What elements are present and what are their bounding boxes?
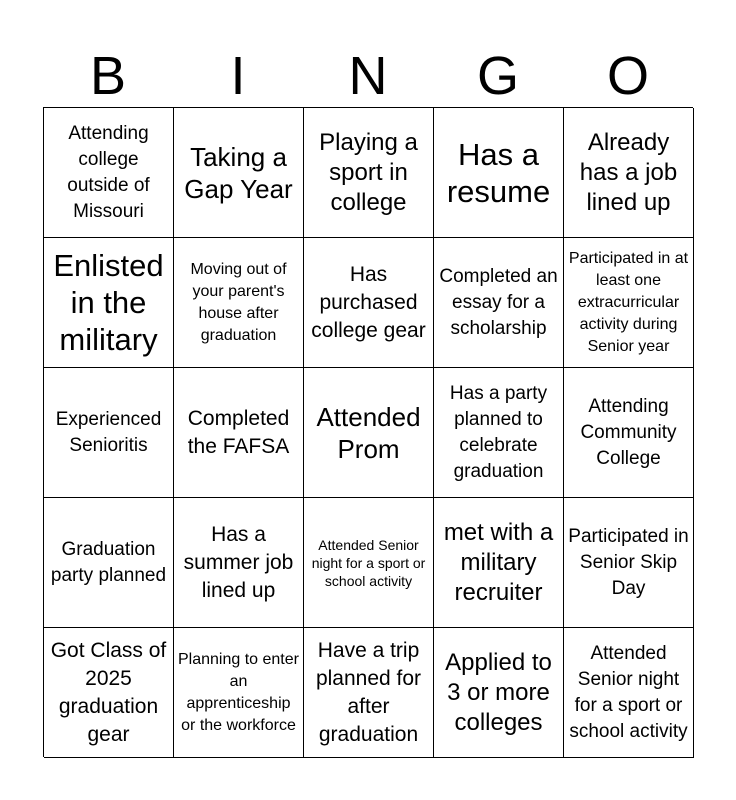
cell-text: Attended Senior night for a sport or school activity bbox=[569, 642, 688, 742]
bingo-cell[interactable] bbox=[564, 628, 694, 758]
header-letter-b: B bbox=[89, 46, 127, 106]
cell-text: Has purchased college gear bbox=[311, 262, 426, 342]
cell-text: Graduation party planned bbox=[50, 538, 167, 586]
bingo-cell[interactable] bbox=[434, 108, 564, 238]
bingo-cell[interactable] bbox=[304, 628, 434, 758]
bingo-cell[interactable] bbox=[174, 238, 304, 368]
bingo-cell[interactable] bbox=[174, 628, 304, 758]
cell-text: Attended Senior night for a sport or school activity bbox=[311, 536, 426, 589]
cell-text: Already has a job lined up bbox=[579, 128, 678, 216]
bingo-cell[interactable] bbox=[434, 628, 564, 758]
cell-text: Completed an essay for a scholarship bbox=[439, 265, 558, 339]
cell-text: Has a resume bbox=[446, 136, 551, 209]
bingo-cell[interactable] bbox=[564, 238, 694, 368]
header-letter-n: N bbox=[348, 46, 388, 106]
bingo-cell[interactable] bbox=[564, 108, 694, 238]
bingo-cell[interactable] bbox=[434, 238, 564, 368]
bingo-grid bbox=[43, 107, 693, 757]
bingo-cell[interactable] bbox=[434, 368, 564, 498]
cell-text: Attending college outside of Missouri bbox=[67, 122, 150, 222]
cell-text: Attending Community College bbox=[580, 395, 677, 469]
cell-text: Experienced Senioritis bbox=[55, 408, 162, 456]
bingo-cell[interactable] bbox=[564, 368, 694, 498]
bingo-cell[interactable] bbox=[564, 498, 694, 628]
bingo-cell[interactable] bbox=[44, 108, 174, 238]
cell-text: Have a trip planned for after graduation bbox=[315, 638, 422, 746]
bingo-cell[interactable] bbox=[174, 368, 304, 498]
cell-text: Got Class of 2025 graduation gear bbox=[50, 638, 167, 746]
bingo-header bbox=[43, 45, 693, 107]
cell-text: Moving out of your parent's house after graduation bbox=[190, 260, 287, 344]
cell-text: Applied to 3 or more colleges bbox=[445, 648, 552, 736]
cell-text: Participated in at least one extracurricular activity during Senior year bbox=[568, 249, 689, 355]
bingo-cell[interactable] bbox=[304, 368, 434, 498]
bingo-cell[interactable] bbox=[304, 108, 434, 238]
header-letter-g: G bbox=[476, 46, 519, 106]
bingo-cell[interactable] bbox=[434, 498, 564, 628]
bingo-cell[interactable] bbox=[304, 498, 434, 628]
cell-text: Attended Prom bbox=[316, 401, 421, 464]
cell-text: Playing a sport in college bbox=[319, 128, 418, 216]
bingo-cell[interactable] bbox=[44, 628, 174, 758]
cell-text: Taking a Gap Year bbox=[184, 141, 293, 204]
cell-text: Completed the FAFSA bbox=[187, 406, 290, 458]
cell-text: Has a party planned to celebrate graduation bbox=[449, 382, 548, 482]
cell-text: Enlisted in the military bbox=[53, 248, 164, 357]
cell-text: met with a military recruiter bbox=[443, 518, 554, 606]
header-letter-o: O bbox=[606, 46, 649, 106]
bingo-cell[interactable] bbox=[174, 498, 304, 628]
cell-text: Participated in Senior Skip Day bbox=[568, 525, 689, 599]
bingo-cell[interactable] bbox=[44, 498, 174, 628]
cell-text: Planning to enter an apprenticeship or the workforce bbox=[178, 650, 299, 734]
cell-text: Has a summer job lined up bbox=[183, 522, 294, 602]
header-letter-i: I bbox=[230, 46, 246, 106]
bingo-cell[interactable] bbox=[174, 108, 304, 238]
bingo-cell[interactable] bbox=[44, 238, 174, 368]
bingo-cell[interactable] bbox=[304, 238, 434, 368]
bingo-cell[interactable] bbox=[44, 368, 174, 498]
